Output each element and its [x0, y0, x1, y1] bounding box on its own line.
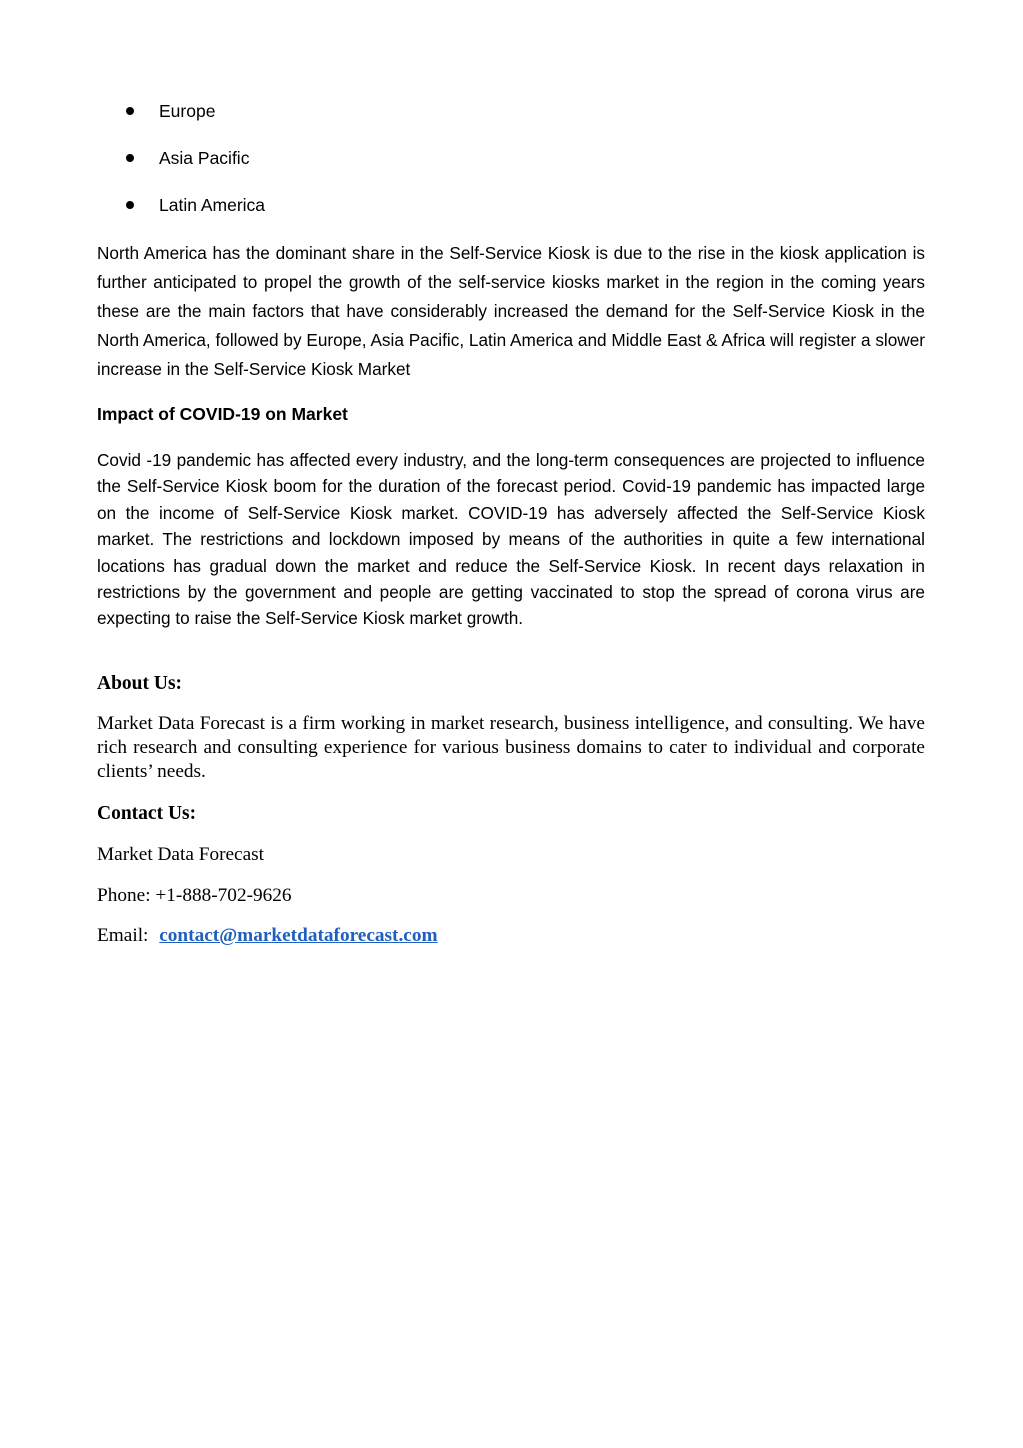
- regions-bullet-list: [126, 98, 265, 239]
- contact-email-line: [97, 923, 925, 949]
- contact-phone: Phone: +1-888-702-9626: [97, 885, 292, 906]
- list-item: [126, 145, 265, 192]
- region-label: Latin America: [159, 195, 266, 215]
- email-label: Email:: [97, 925, 149, 946]
- market-share-paragraph: North America has the dominant share in the Self-Service Kiosk is due to the rise in the kiosk application is further anticipated to propel the growth of the self-service kiosks market in the region in the coming years these are the main factors that have considerably increased the demand for the Self-Service Kiosk in the North America, followed by Europe, Asia Pacific, Latin America and Middle East & Africa will register a slower increase in the Self-Service Kiosk Market: [97, 243, 925, 379]
- list-item: [126, 192, 265, 239]
- about-paragraph: Market Data Forecast is a firm working in market research, business intelligence, and consulting. We have rich research and consulting experience for various business domains to cater to individual and corporate clients’ needs.: [97, 713, 925, 782]
- bullet-icon: [126, 107, 134, 115]
- region-label: Europe: [159, 101, 216, 121]
- bullet-icon: [126, 154, 134, 162]
- about-heading: About Us:: [97, 673, 183, 694]
- region-label: Asia Pacific: [159, 148, 250, 168]
- covid-heading: Impact of COVID-19 on Market: [97, 404, 348, 424]
- covid-paragraph: Covid -19 pandemic has affected every industry, and the long-term consequences are projected to influence the Self-Service Kiosk boom for the duration of the forecast period. Covid-19 pandemic has impacted large on the income of Self-Service Kiosk market. COVID-19 has adversely affected the Self-Service Kiosk market. The restrictions and lockdown imposed by means of the authorities in quite a few international locations has gradual down the market and reduce the Self-Service Kiosk. In recent days relaxation in restrictions by the government and people are getting vaccinated to stop the spread of corona virus are expecting to raise the Self-Service Kiosk market growth.: [97, 450, 925, 629]
- contact-company: Market Data Forecast: [97, 844, 265, 865]
- list-item: [126, 98, 265, 145]
- bullet-icon: [126, 201, 134, 209]
- contact-heading: Contact Us:: [97, 803, 197, 824]
- email-link[interactable]: contact@marketdataforecast.com: [159, 925, 438, 946]
